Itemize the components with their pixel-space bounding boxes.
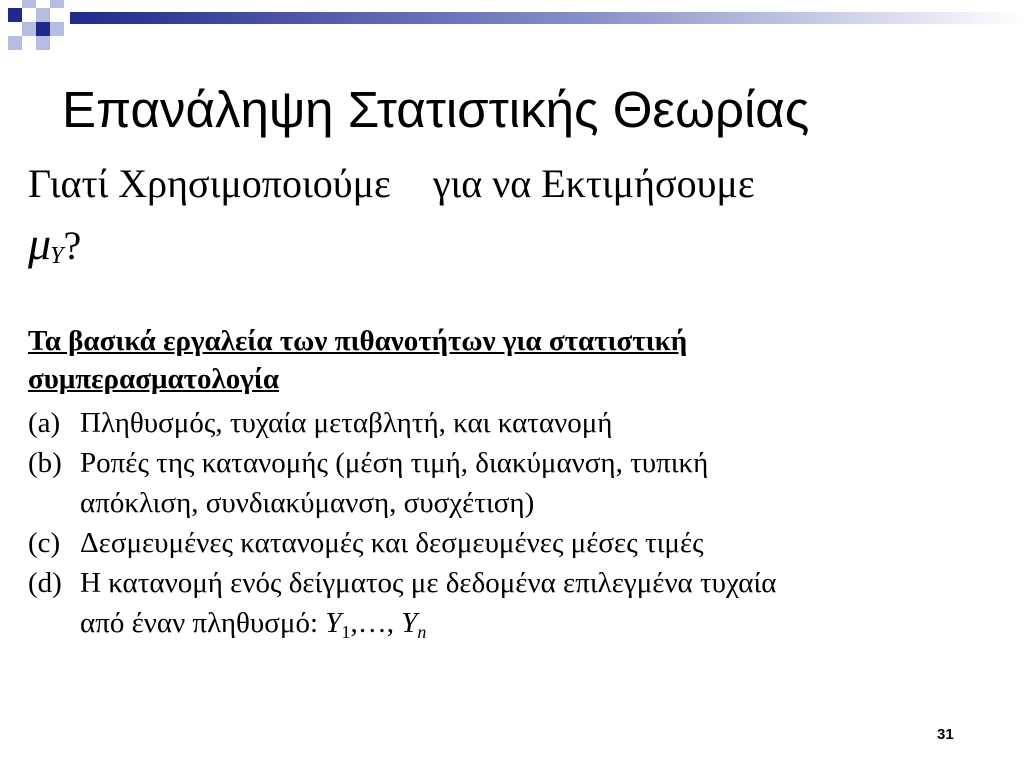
list-item — [28, 563, 776, 646]
list-item — [28, 443, 776, 523]
decor-square — [36, 36, 50, 50]
slide-title: Επανάληψη Στατιστικής Θεωρίας — [62, 81, 810, 138]
question-symbol-line — [28, 216, 81, 271]
decor-square — [8, 8, 22, 22]
sample-var: Y — [325, 607, 342, 639]
list-item-text: απόκλιση, συνδιακύμανση, συσχέτιση) — [80, 487, 535, 519]
decor-square — [36, 22, 50, 36]
mu-subscript: Y — [50, 242, 64, 269]
list-item-text: Ροπές της κατανομής (μέση τιμή, διακύμανση, τυπική — [80, 447, 709, 479]
decor-square — [50, 22, 64, 36]
list-item-text: Δεσμευμένες κατανομές και δεσμευμένες μέσες τιμές — [80, 527, 704, 559]
header-decoration — [0, 0, 1024, 60]
decor-square — [36, 8, 50, 22]
mu-symbol: μ — [28, 218, 52, 269]
question-part2: για να Εκτιμήσουμε — [432, 161, 755, 206]
list-marker: (d) — [28, 567, 62, 599]
list-item — [28, 403, 776, 443]
list-item-text: Πληθυσμός, τυχαία μεταβλητή, και κατανομή — [80, 407, 613, 439]
sample-sub-n: n — [417, 622, 427, 643]
list-marker: (b) — [28, 447, 62, 479]
sample-var: Y — [401, 607, 418, 639]
page-number: 31 — [937, 726, 954, 743]
decor-bar — [70, 12, 1024, 24]
list-marker: (a) — [28, 407, 61, 439]
sample-prefix: από έναν πληθυσμό: — [80, 607, 326, 639]
heading-line: συμπερασματολογία — [28, 363, 280, 395]
sample-ellipsis: ,…, — [350, 607, 402, 639]
question-mark: ? — [63, 223, 82, 268]
list-item — [28, 523, 776, 563]
question-line — [28, 160, 755, 208]
heading-line: Τα βασικά εργαλεία των πιθανοτήτων για στατιστική — [28, 325, 688, 357]
list-marker: (c) — [28, 527, 61, 559]
question-part1: Γιατί Χρησιμοποιούμε — [28, 161, 391, 206]
list-item-text: Η κατανομή ενός δείγματος με δεδομένα επιλεγμένα τυχαία — [80, 567, 777, 599]
decor-square — [22, 22, 36, 36]
section-heading — [28, 322, 687, 398]
topic-list — [28, 403, 776, 646]
decor-square — [50, 0, 64, 8]
decor-square — [22, 0, 36, 8]
sample-sub-1: 1 — [341, 622, 351, 643]
decor-square — [8, 36, 22, 50]
list-item-text — [80, 603, 776, 646]
